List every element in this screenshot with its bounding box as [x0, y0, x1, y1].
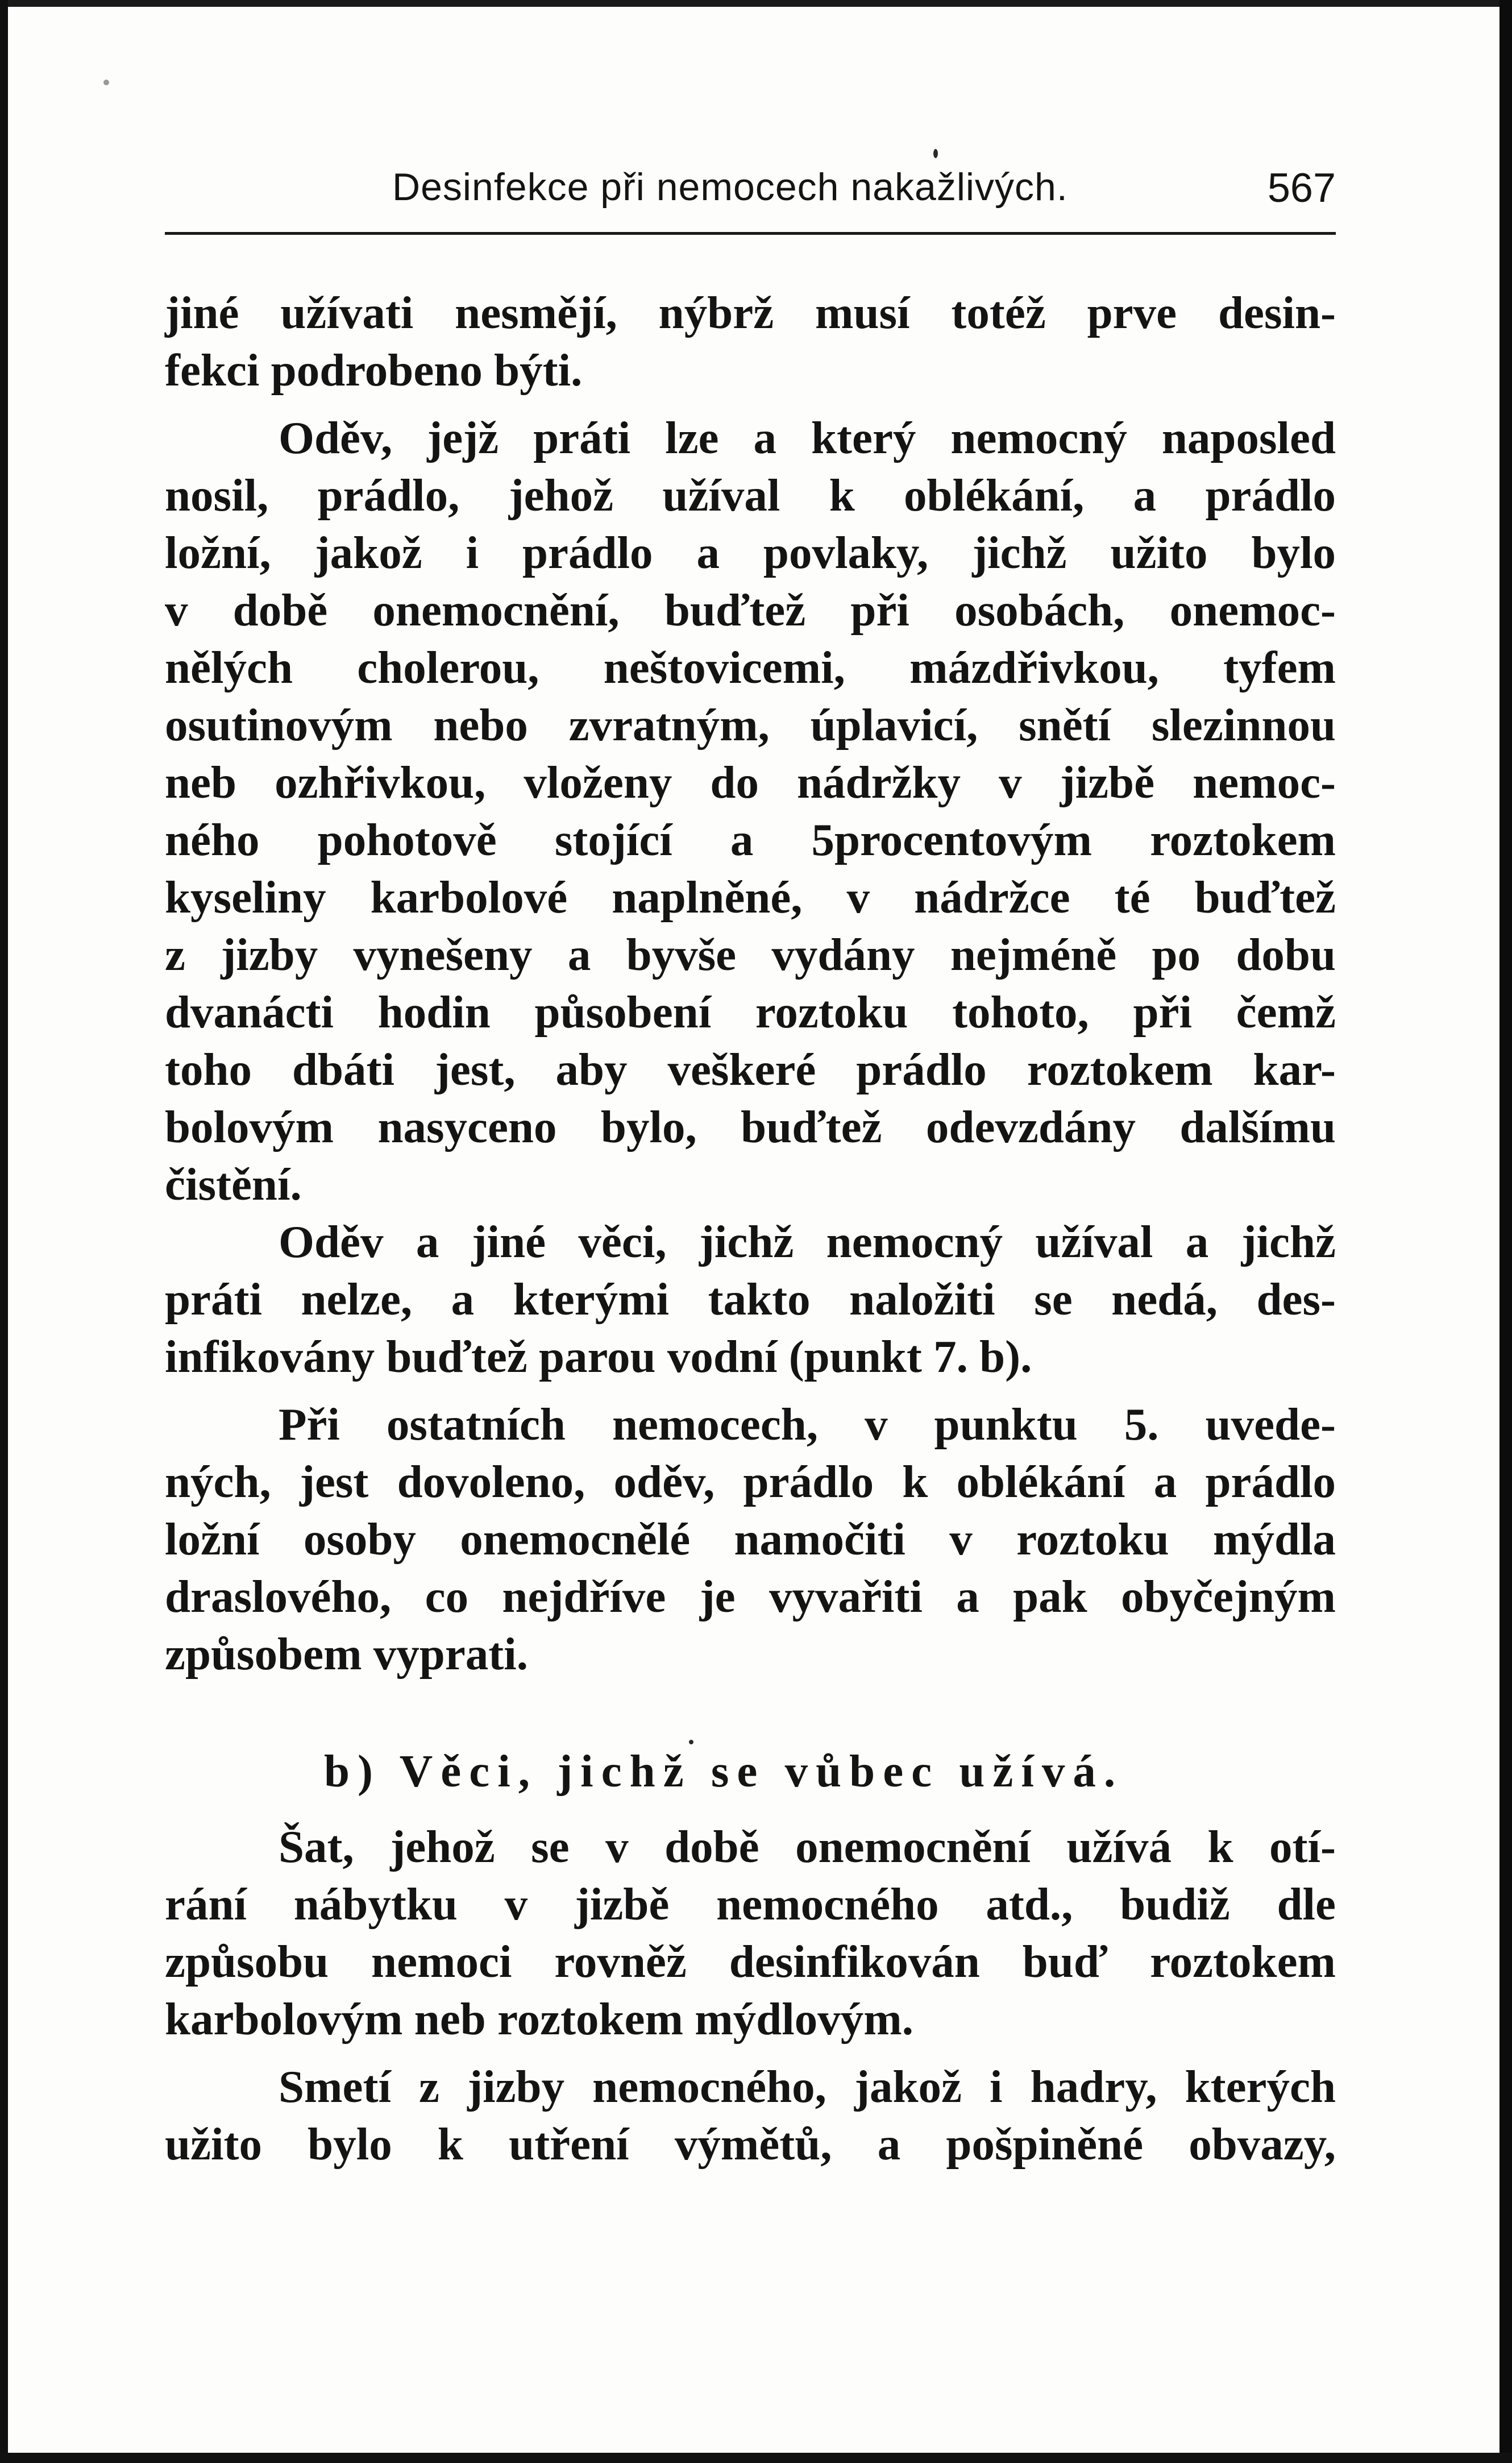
text-line: užito bylo k utření výmětů, a pošpiněné obvazy, — [165, 2118, 1336, 2170]
paragraph-gap — [165, 1808, 1336, 1818]
paragraph-6 — [165, 2058, 1336, 2173]
text-line: nělých cholerou, neštovicemi, mázdřivkou, tyfem — [165, 642, 1336, 693]
section-subheading: b) Věci, jichž se vůbec užívá. — [324, 1745, 1124, 1797]
paragraph-4 — [165, 1396, 1336, 1683]
text-line: toho dbáti jest, aby veškeré prádlo roztokem kar- — [165, 1044, 1336, 1095]
body-text — [165, 284, 1336, 2173]
text-line: ných, jest dovoleno, oděv, prádlo k oblékání a prádlo — [165, 1456, 1336, 1507]
running-head: Desinfekce při nemocech nakažlivých. — [392, 165, 1068, 209]
text-line: čistění. — [165, 1159, 302, 1210]
paragraph-gap — [165, 2048, 1336, 2058]
text-line: draslového, co nejdříve je vyvařiti a pak obyčejným — [165, 1571, 1336, 1622]
text-line: Oděv a jiné věci, jichž nemocný užíval a jichž — [279, 1216, 1336, 1267]
text-line: karbolovým neb roztokem mýdlovým. — [165, 1993, 913, 2045]
text-line: fekci podrobeno býti. — [165, 345, 583, 396]
paragraph-1 — [165, 284, 1336, 399]
text-line: Oděv, jejž práti lze a který nemocný naposled — [279, 412, 1336, 463]
scan-edge-bottom — [0, 2453, 1512, 2463]
text-line: bolovým nasyceno bylo, buďtež odevzdány dalšímu — [165, 1101, 1336, 1152]
page-number: 567 — [1267, 165, 1336, 211]
text-line: Šat, jehož se v době onemocnění užívá k otí- — [279, 1821, 1336, 1872]
text-line: způsobem vyprati. — [165, 1628, 529, 1680]
text-line: Smetí z jizby nemocného, jakož i hadry, kterých — [279, 2061, 1336, 2112]
paragraph-2 — [165, 409, 1336, 1213]
text-line: dvanácti hodin působení roztoku tohoto, při čemž — [165, 986, 1336, 1038]
scan-edge-right — [1499, 0, 1512, 2463]
text-line: z jizby vynešeny a byvše vydány nejméně po dobu — [165, 929, 1336, 980]
text-line: ného pohotově stojící a 5procentovým roztokem — [165, 814, 1336, 865]
text-line: neb ozhřivkou, vloženy do nádržky v jizbě nemoc- — [165, 757, 1336, 808]
header-rule — [165, 232, 1336, 235]
section-gap — [165, 1683, 1336, 1734]
text-line: v době onemocnění, buďtež při osobách, onemoc- — [165, 584, 1336, 636]
text-line: ložní, jakož i prádlo a povlaky, jichž užito bylo — [165, 527, 1336, 578]
text-line: rání nábytku v jizbě nemocného atd., budiž dle — [165, 1879, 1336, 1930]
scan-speck — [103, 80, 109, 85]
text-line: jiné užívati nesmějí, nýbrž musí totéž prve desin- — [165, 287, 1336, 338]
paragraph-gap — [165, 399, 1336, 409]
text-line: nosil, prádlo, jehož užíval k oblékání, a prádlo — [165, 470, 1336, 521]
text-line: kyseliny karbolové naplněné, v nádržce té buďtež — [165, 872, 1336, 923]
scan-edge-left — [0, 0, 8, 2463]
text-line: Při ostatních nemocech, v punktu 5. uvede- — [279, 1399, 1336, 1450]
paragraph-3 — [165, 1213, 1336, 1386]
text-line: ložní osoby onemocnělé namočiti v roztoku mýdla — [165, 1514, 1336, 1565]
text-line: práti nelze, a kterými takto naložiti se nedá, des- — [165, 1274, 1336, 1325]
scan-speck — [689, 1740, 693, 1744]
paragraph-5 — [165, 1818, 1336, 2048]
text-line: osutinovým nebo zvratným, úplavicí, snětí slezinnou — [165, 699, 1336, 750]
scan-speck — [933, 149, 938, 158]
scan-edge-top — [0, 0, 1512, 7]
text-line: infikovány buďtež parou vodní (punkt 7. b). — [165, 1331, 1032, 1382]
page-header — [165, 160, 1336, 223]
text-line: způsobu nemoci rovněž desinfikován buď roztokem — [165, 1936, 1336, 1987]
paragraph-gap — [165, 1386, 1336, 1396]
